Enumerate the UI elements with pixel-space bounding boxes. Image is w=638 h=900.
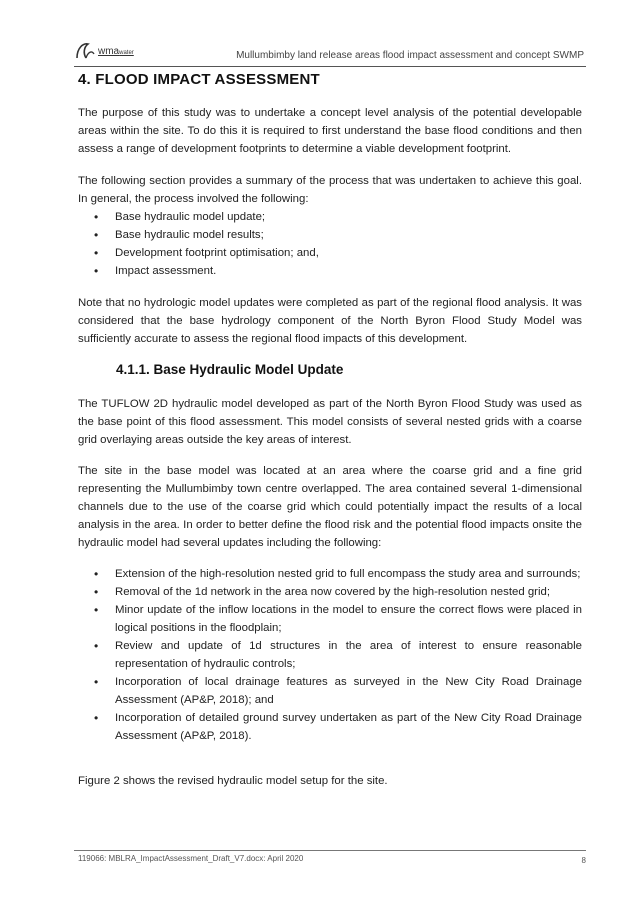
company-logo <box>74 40 144 64</box>
list-item: • Base hydraulic model results; <box>78 226 582 244</box>
section-paragraph-1: The purpose of this study was to undertake a concept level analysis of the potential developable areas within the site. To do this it is required to first understand the base flood conditions and then assess a range of development footprints to determine a viable development footprint. <box>78 107 582 155</box>
footer-divider <box>74 850 586 851</box>
list-item: • Review and update of 1d structures in the area of interest to ensure reasonable representation of hydraulic controls; <box>78 637 582 673</box>
list-item: • Extension of the high-resolution nested grid to full encompass the study area and surrounds; <box>78 565 582 583</box>
page-header <box>74 36 586 67</box>
logo-text: wmawater <box>98 46 134 57</box>
list-item: • Minor update of the inflow locations in the model to ensure the correct flows were placed in logical positions in the floodplain; <box>78 601 582 637</box>
process-steps-list <box>78 208 582 280</box>
subsection-heading: 4.1.1. Base Hydraulic Model Update <box>116 362 344 377</box>
subsection-paragraph-3: Figure 2 shows the revised hydraulic model setup for the site. <box>78 775 388 787</box>
list-item: • Development footprint optimisation; and, <box>78 244 582 262</box>
footer-document-reference: 119066: MBLRA_ImpactAssessment_Draft_V7.docx: April 2020 <box>78 854 304 863</box>
section-heading: 4. FLOOD IMPACT ASSESSMENT <box>78 71 320 88</box>
logo-wave-icon <box>74 40 100 64</box>
list-item: • Incorporation of detailed ground survey undertaken as part of the New City Road Drainage Assessment (AP&P, 2018). <box>78 709 582 745</box>
model-updates-list <box>78 565 582 745</box>
page-number: 8 <box>581 856 586 865</box>
list-item: • Removal of the 1d network in the area now covered by the high-resolution nested grid; <box>78 583 582 601</box>
subsection-paragraph-1: The TUFLOW 2D hydraulic model developed as part of the North Byron Flood Study was used as the base point of this flood assessment. This model consists of several nested grids with a coarse grid overlaying areas outside the key areas of interest. <box>78 398 582 446</box>
subsection-paragraph-2: The site in the base model was located at an area where the coarse grid and a fine grid representing the Mullumbimby town centre overlapped. The area contained several 1-dimensional channels due to the use of the coarse grid which could potentially impact the results of a local analysis in the area. In order to better define the flood risk and the potential flood impacts onsite the hydraulic model had several updates including the following: <box>78 465 582 549</box>
list-item: • Base hydraulic model update; <box>78 208 582 226</box>
header-title: Mullumbimby land release areas flood impact assessment and concept SWMP <box>236 50 584 61</box>
list-item: • Incorporation of local drainage features as surveyed in the New City Road Drainage Assessment (AP&P, 2018); and <box>78 673 582 709</box>
list-item: • Impact assessment. <box>78 262 582 280</box>
section-paragraph-3: Note that no hydrologic model updates were completed as part of the regional flood analysis. It was considered that the base hydrology component of the North Byron Flood Study Model was sufficiently accurate to assess the regional flood impacts of this development. <box>78 297 582 345</box>
section-paragraph-2: The following section provides a summary of the process that was undertaken to achieve this goal. In general, the process involved the following: <box>78 175 582 205</box>
